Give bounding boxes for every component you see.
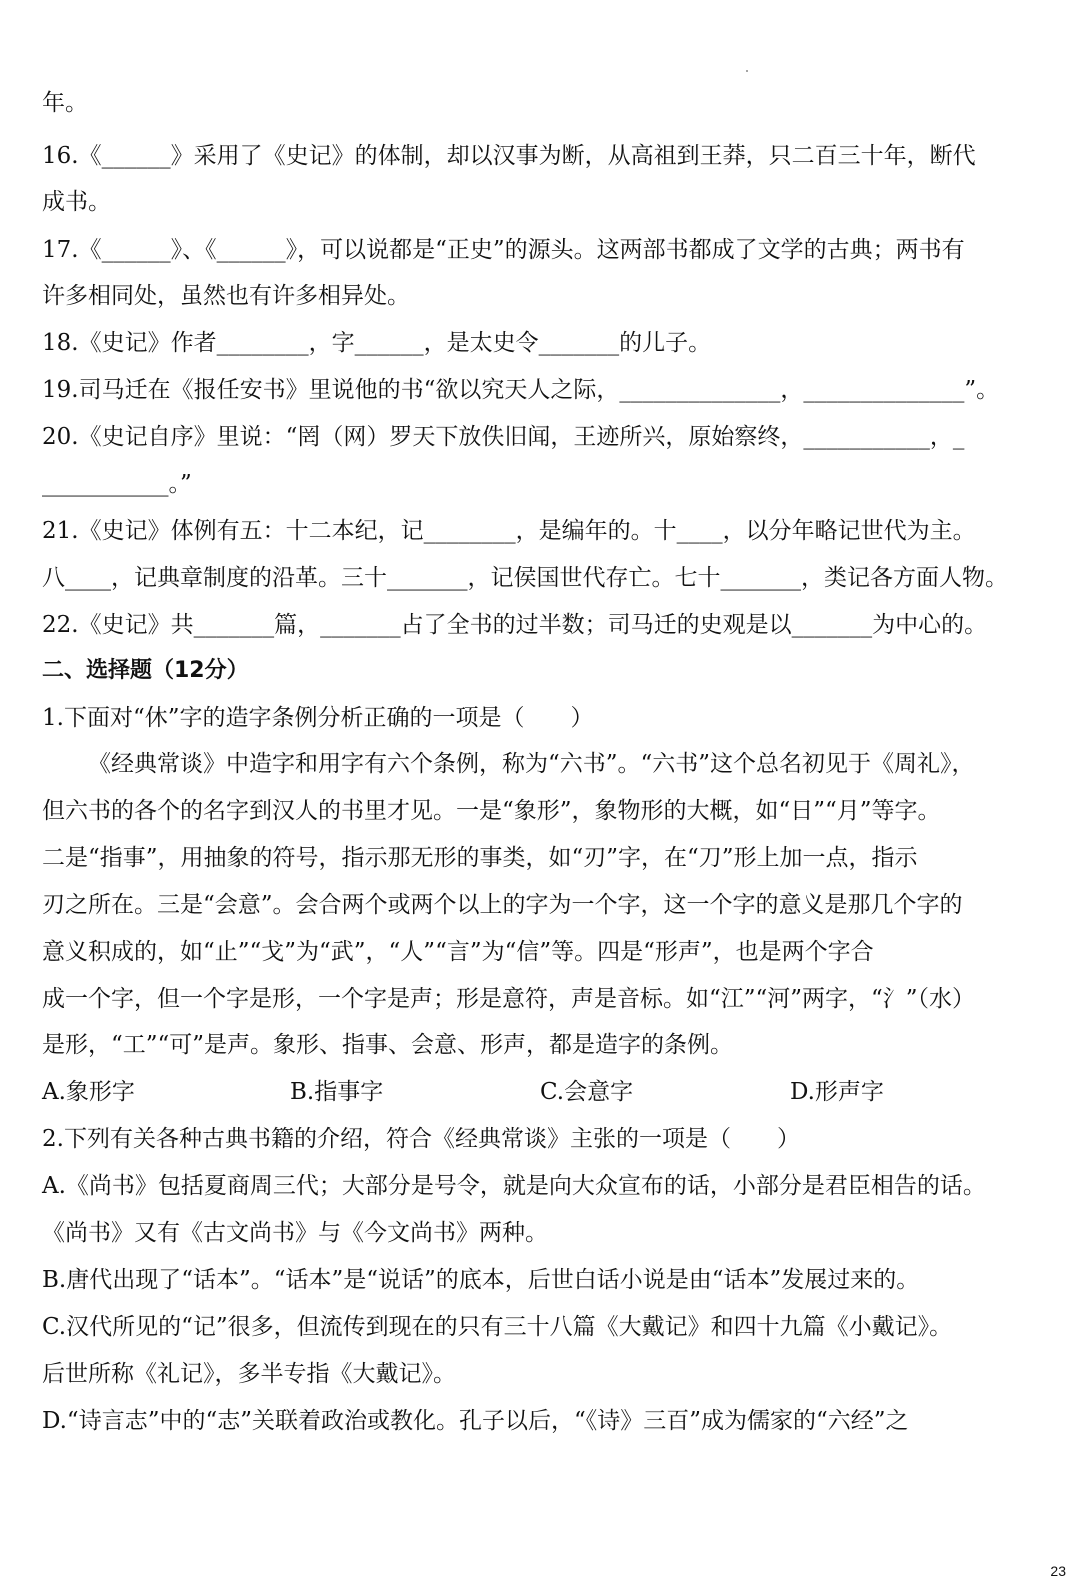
passage-line: 但六书的各个的名字到汉人的书里才见。一是“象形”，象物形的大概，如“日”“月”等字。 bbox=[42, 798, 941, 824]
passage-line: 是形，“工”“可”是声。象形、指事、会意、形声，都是造字的条例。 bbox=[42, 1032, 734, 1058]
question-17-line-2: 许多相同处，虽然也有许多相异处。 bbox=[42, 283, 410, 309]
passage-line: 《经典常谈》中造字和用字有六个条例，称为“六书”。“六书”这个总名初见于《周礼》， bbox=[88, 751, 975, 777]
passage-line: 意义积成的，如“止”“戈”为“武”，“人”“言”为“信”等。四是“形声”，也是两个字合 bbox=[42, 939, 874, 965]
question-21-line-2: 八____，记典章制度的沿革。三十_______，记侯国世代存亡。七十_______，类记各方面人物。 bbox=[42, 565, 1008, 591]
question-20-line-1: 20.《史记自序》里说：“罔（网）罗天下放佚旧闻，王迹所兴，原始察终，___________，_ bbox=[42, 424, 965, 450]
choice-2-option-a[interactable]: A.《尚书》包括夏商周三代；大部分是号令，就是向大众宣布的话，小部分是君臣相告的话。 bbox=[42, 1173, 986, 1199]
choice-2-option-b[interactable]: B.唐代出现了“话本”。“话本”是“说话”的底本，后世白话小说是由“话本”发展过来的。 bbox=[42, 1267, 920, 1293]
question-16-line-2: 成书。 bbox=[42, 189, 111, 215]
choice-2-option-d[interactable]: D.“诗言志”中的“志”关联着政治或教化。孔子以后，“《诗》三百”成为儒家的“六经”之 bbox=[42, 1408, 909, 1434]
choice-1-option-a[interactable]: A.象形字 bbox=[42, 1079, 135, 1105]
question-17-line-1: 17.《______》、《______》，可以说都是“正史”的源头。这两部书都成了文学的古典；两书有 bbox=[42, 237, 965, 263]
continued-line: 年。 bbox=[42, 90, 88, 116]
choice-1-option-b[interactable]: B.指事字 bbox=[290, 1079, 384, 1105]
question-16-line-1: 16.《______》采用了《史记》的体制，却以汉事为断，从高祖到王莽，只二百三十年，断代 bbox=[42, 143, 976, 169]
passage-line: 刃之所在。三是“会意”。会合两个或两个以上的字为一个字，这一个字的意义是那几个字的 bbox=[42, 892, 963, 918]
passage-line: 成一个字，但一个字是形，一个字是声；形是意符，声是音标。如“江”“河”两字，“氵”（水） bbox=[42, 986, 976, 1012]
passage-line: 二是“指事”，用抽象的符号，指示那无形的事类，如“刃”字，在“刀”形上加一点，指示 bbox=[42, 845, 918, 871]
page-number: 23 bbox=[1050, 1563, 1066, 1579]
question-21-line-1: 21.《史记》体例有五：十二本纪，记________，是编年的。十____，以分年略记世代为主。 bbox=[42, 518, 976, 544]
question-20-line-2: ___________。” bbox=[42, 471, 192, 497]
choice-2-option-c[interactable]: C.汉代所见的“记”很多，但流传到现在的只有三十八篇《大戴记》和四十九篇《小戴记》。 bbox=[42, 1314, 953, 1340]
question-22: 22.《史记》共_______篇，_______占了全书的过半数；司马迁的史观是以_______为中心的。 bbox=[42, 612, 988, 638]
choice-2-option-c-cont[interactable]: 后世所称《礼记》，多半专指《大戴记》。 bbox=[42, 1361, 456, 1387]
choice-1-option-c[interactable]: C.会意字 bbox=[540, 1079, 634, 1105]
choice-1-option-d[interactable]: D.形声字 bbox=[790, 1079, 884, 1105]
choice-1-stem: 1.下面对“休”字的造字条例分析正确的一项是（ ） bbox=[42, 705, 594, 731]
choice-2-option-a-cont[interactable]: 《尚书》又有《古文尚书》与《今文尚书》两种。 bbox=[42, 1220, 548, 1246]
section-2-heading: 二、选择题（12分） bbox=[42, 658, 249, 683]
scan-speck bbox=[746, 70, 748, 72]
question-19: 19.司马迁在《报任安书》里说他的书“欲以究天人之际，______________，______________”。 bbox=[42, 377, 1000, 403]
question-18: 18.《史记》作者________，字______，是太史令_______的儿子。 bbox=[42, 330, 712, 356]
choice-2-stem: 2.下列有关各种古典书籍的介绍，符合《经典常谈》主张的一项是（ ） bbox=[42, 1126, 800, 1152]
